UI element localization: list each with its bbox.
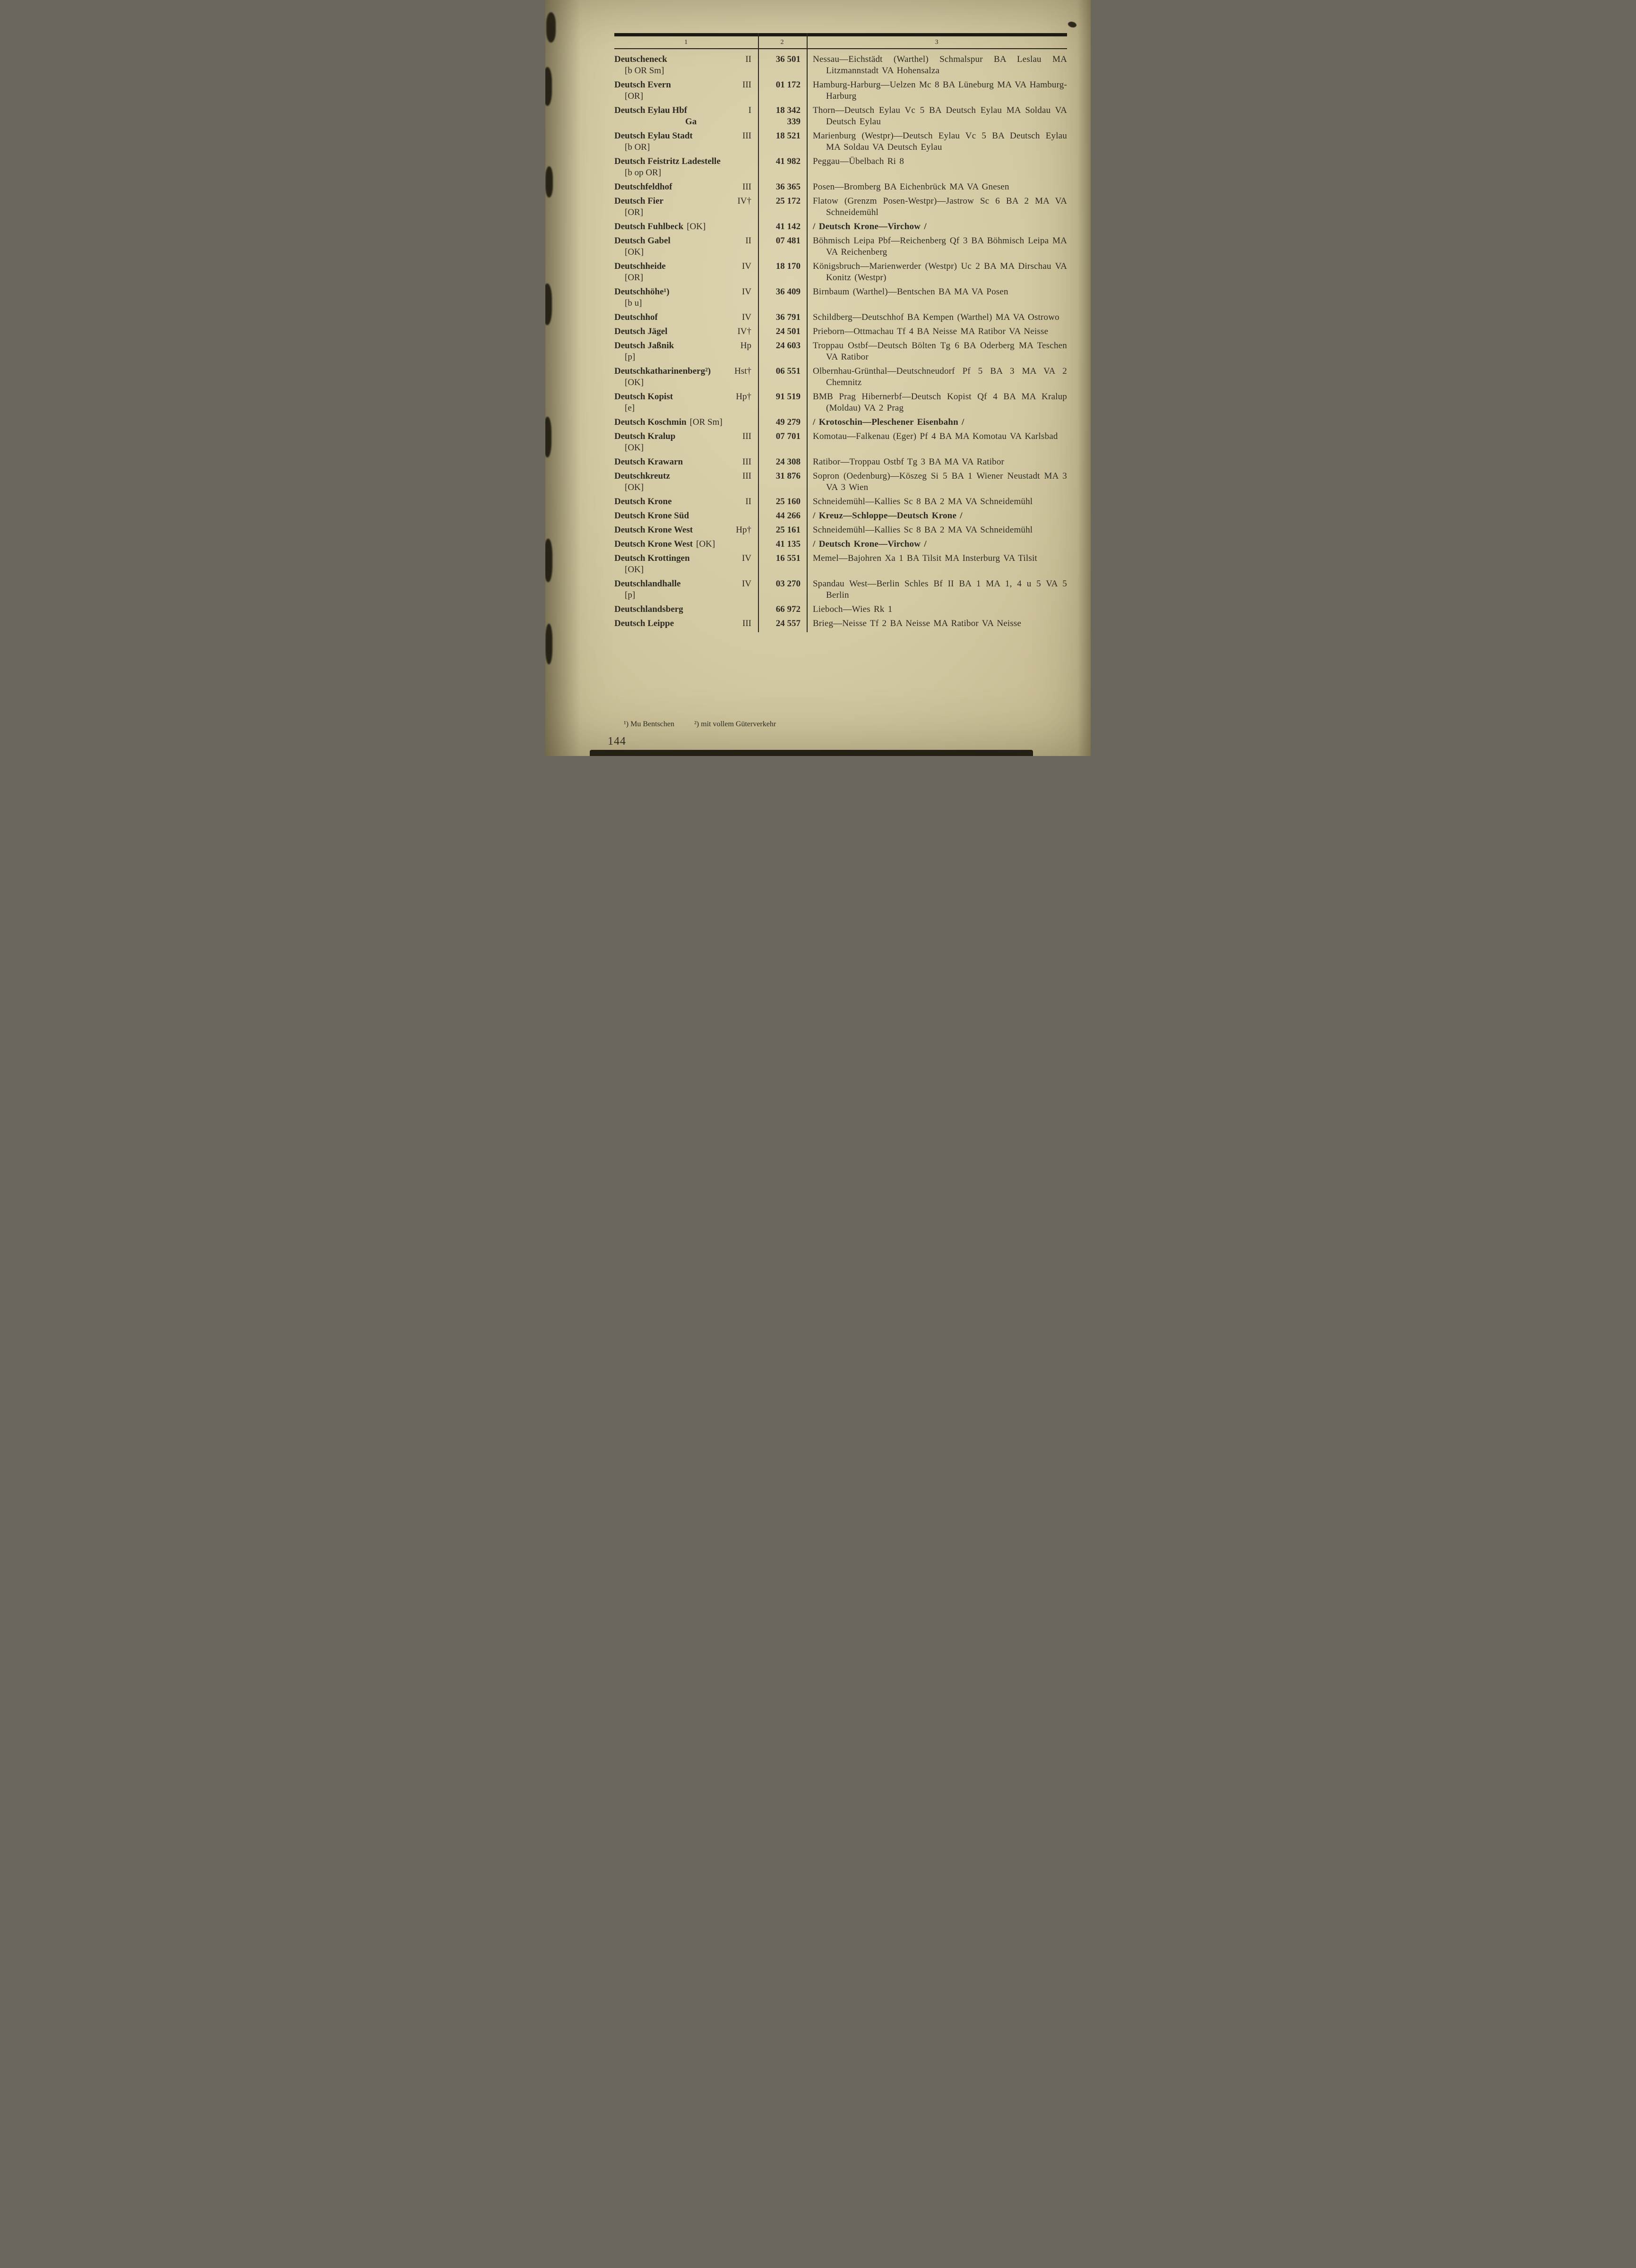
number-cell bbox=[758, 496, 807, 507]
station-number: 41 135 bbox=[775, 539, 801, 549]
route-info: Ratibor—Troppau Ostbf Tg 3 BA MA VA Ratibor bbox=[813, 457, 1005, 467]
route-info: Brieg—Neisse Tf 2 BA Neisse MA Ratibor VA Neisse bbox=[813, 619, 1022, 628]
route-info: Schneidemühl—Kallies Sc 8 BA 2 MA VA Schneidemühl bbox=[813, 525, 1033, 535]
route-info: / Krotoschin—Pleschener Eisenbahn / bbox=[813, 417, 964, 427]
route-info: Flatow (Grenzm Posen-Westpr)—Jastrow Sc 6 BA 2 MA VA Schneidemühl bbox=[813, 196, 1067, 217]
route-cell bbox=[807, 604, 1067, 615]
route-cell bbox=[807, 456, 1067, 468]
route-cell bbox=[807, 417, 1067, 428]
station-class: II bbox=[745, 54, 751, 64]
table-row bbox=[614, 221, 1067, 232]
column-header-1: 1 bbox=[684, 39, 688, 46]
station-cell bbox=[614, 312, 758, 323]
footnote-2: ²) mit vollem Güterverkehr bbox=[694, 720, 776, 728]
station-remarks: [OR] bbox=[625, 273, 644, 283]
station-cell bbox=[614, 156, 758, 179]
table-row bbox=[614, 54, 1067, 77]
station-name-line bbox=[614, 539, 751, 550]
station-remarks: [p] bbox=[625, 590, 636, 600]
route-info: / Kreuz—Schloppe—Deutsch Krone / bbox=[813, 511, 963, 521]
station-name: Deutsch Krone bbox=[614, 497, 672, 507]
station-cell bbox=[614, 105, 758, 128]
route-cell bbox=[807, 578, 1067, 601]
station-class: II bbox=[745, 497, 751, 507]
route-cell bbox=[807, 130, 1067, 153]
route-cell bbox=[807, 553, 1067, 576]
station-remarks: [OR] bbox=[625, 91, 644, 101]
station-number: 25 160 bbox=[775, 497, 801, 507]
number-cell bbox=[758, 130, 807, 153]
number-cell bbox=[758, 524, 807, 536]
station-remarks: [p] bbox=[625, 352, 636, 362]
station-name-line bbox=[614, 578, 751, 590]
route-info: Memel—Bajohren Xa 1 BA Tilsit MA Insterburg VA Tilsit bbox=[813, 553, 1037, 563]
station-name-line bbox=[614, 156, 751, 167]
station-table-body bbox=[614, 49, 1067, 629]
route-info: / Deutsch Krone—Virchow / bbox=[813, 539, 927, 549]
table-row bbox=[614, 391, 1067, 414]
station-cell bbox=[614, 340, 758, 363]
route-cell bbox=[807, 286, 1067, 309]
column-header-2: 2 bbox=[780, 39, 784, 46]
station-name-line bbox=[614, 181, 751, 193]
route-info: Nessau—Eichstädt (Warthel) Schmalspur BA Leslau MA Litzmannstadt VA Hohensalza bbox=[813, 54, 1067, 76]
route-info: Troppau Ostbf—Deutsch Bölten Tg 6 BA Oderberg MA Teschen VA Ratibor bbox=[813, 341, 1067, 362]
station-number: 06 551 bbox=[775, 366, 801, 376]
station-name-remark: [OR Sm] bbox=[689, 417, 723, 427]
table-row bbox=[614, 261, 1067, 284]
station-class: III bbox=[742, 131, 751, 141]
station-remarks: [b op OR] bbox=[625, 168, 662, 178]
route-cell bbox=[807, 431, 1067, 454]
binding-mark bbox=[545, 67, 552, 106]
station-name: Deutschfeldhof bbox=[614, 182, 672, 192]
route-info: BMB Prag Hibernerbf—Deutsch Kopist Qf 4 BA MA Kralup (Moldau) VA 2 Prag bbox=[813, 392, 1067, 413]
table-row bbox=[614, 105, 1067, 128]
route-cell bbox=[807, 181, 1067, 193]
number-cell bbox=[758, 539, 807, 550]
station-number: 36 365 bbox=[775, 182, 801, 192]
station-name: Deutsch Eylau Stadt bbox=[614, 131, 693, 141]
number-cell bbox=[758, 417, 807, 428]
station-class: II bbox=[745, 236, 751, 246]
station-number: 36 409 bbox=[775, 287, 801, 297]
table-row bbox=[614, 312, 1067, 323]
station-cell bbox=[614, 417, 758, 428]
station-name-line bbox=[614, 471, 751, 482]
table-row bbox=[614, 553, 1067, 576]
station-number: 36 501 bbox=[775, 54, 801, 64]
route-cell bbox=[807, 261, 1067, 284]
station-cell bbox=[614, 235, 758, 258]
table-row bbox=[614, 340, 1067, 363]
station-remarks: [b OR Sm] bbox=[625, 66, 664, 76]
station-name-line bbox=[614, 130, 751, 142]
table-row bbox=[614, 235, 1067, 258]
route-cell bbox=[807, 471, 1067, 493]
station-cell bbox=[614, 366, 758, 388]
station-remarks: [OK] bbox=[625, 247, 644, 257]
station-name-extra: Ga bbox=[685, 117, 697, 127]
route-cell bbox=[807, 366, 1067, 388]
station-name-remark: [OK] bbox=[687, 222, 706, 232]
number-cell bbox=[758, 181, 807, 193]
table-row bbox=[614, 79, 1067, 102]
table-row bbox=[614, 417, 1067, 428]
route-info: Prieborn—Ottmachau Tf 4 BA Neisse MA Ratibor VA Neisse bbox=[813, 326, 1049, 336]
station-class: III bbox=[742, 182, 751, 192]
station-class: IV bbox=[741, 312, 751, 322]
station-number: 24 603 bbox=[775, 341, 801, 351]
binding-mark bbox=[546, 12, 556, 43]
station-class: III bbox=[742, 431, 751, 441]
station-name: Deutschhof bbox=[614, 312, 658, 322]
station-cell bbox=[614, 326, 758, 337]
station-number: 91 519 bbox=[775, 392, 801, 402]
station-cell bbox=[614, 261, 758, 284]
station-class: IV bbox=[741, 287, 751, 297]
station-cell bbox=[614, 79, 758, 102]
binding-mark bbox=[545, 539, 552, 582]
station-cell bbox=[614, 618, 758, 629]
station-class: III bbox=[742, 471, 751, 481]
route-info: Marienburg (Westpr)—Deutsch Eylau Vc 5 BA Deutsch Eylau MA Soldau VA Deutsch Eylau bbox=[813, 131, 1067, 152]
station-name: Deutscheneck bbox=[614, 54, 667, 64]
station-cell bbox=[614, 553, 758, 576]
number-cell bbox=[758, 391, 807, 414]
route-cell bbox=[807, 340, 1067, 363]
station-cell bbox=[614, 456, 758, 468]
station-name: Deutsch Gabel bbox=[614, 236, 671, 246]
station-name: Deutschhöhe¹) bbox=[614, 287, 670, 297]
number-cell bbox=[758, 105, 807, 128]
table-row bbox=[614, 524, 1067, 536]
station-name-line bbox=[614, 618, 751, 629]
route-info: Posen—Bromberg BA Eichenbrück MA VA Gnesen bbox=[813, 182, 1009, 192]
station-name: Deutsch Leippe bbox=[614, 619, 674, 628]
station-cell bbox=[614, 54, 758, 77]
ink-smudge bbox=[1067, 20, 1077, 29]
station-number: 41 982 bbox=[775, 156, 801, 166]
table-row bbox=[614, 196, 1067, 218]
station-name-line bbox=[614, 510, 751, 522]
station-name-line bbox=[614, 391, 751, 403]
route-cell bbox=[807, 496, 1067, 507]
footnote-1: ¹) Mu Bentschen bbox=[624, 720, 674, 728]
station-number: 18 170 bbox=[775, 261, 801, 271]
station-number: 44 266 bbox=[775, 511, 801, 521]
page-edge-shadow bbox=[1077, 0, 1091, 756]
column-header-3: 3 bbox=[935, 39, 939, 46]
station-cell bbox=[614, 578, 758, 601]
station-number: 36 791 bbox=[775, 312, 801, 322]
station-cell bbox=[614, 524, 758, 536]
station-number: 07 701 bbox=[775, 431, 801, 441]
station-cell bbox=[614, 221, 758, 232]
table-row bbox=[614, 496, 1067, 507]
station-name-line bbox=[614, 235, 751, 247]
station-name: Deutsch Koschmin bbox=[614, 417, 687, 427]
table-row bbox=[614, 618, 1067, 629]
table-row bbox=[614, 431, 1067, 454]
footnotes bbox=[624, 720, 776, 729]
station-cell bbox=[614, 604, 758, 615]
station-number: 25 161 bbox=[775, 525, 801, 535]
route-cell bbox=[807, 312, 1067, 323]
station-class: IV bbox=[741, 261, 751, 271]
station-class: IV† bbox=[737, 326, 751, 336]
table-row bbox=[614, 471, 1067, 493]
route-cell bbox=[807, 618, 1067, 629]
station-name-line bbox=[614, 496, 751, 507]
station-class: Hst† bbox=[734, 366, 751, 376]
number-cell bbox=[758, 54, 807, 77]
scanned-page bbox=[545, 0, 1091, 756]
number-cell bbox=[758, 221, 807, 232]
number-cell bbox=[758, 261, 807, 284]
station-class: IV bbox=[741, 553, 751, 563]
table-row bbox=[614, 326, 1067, 337]
station-cell bbox=[614, 496, 758, 507]
route-info: Hamburg-Harburg—Uelzen Mc 8 BA Lüneburg MA VA Hamburg-Harburg bbox=[813, 80, 1067, 101]
number-cell bbox=[758, 578, 807, 601]
station-number-extra: 339 bbox=[787, 117, 801, 127]
route-info: Schildberg—Deutschhof BA Kempen (Warthel) MA VA Ostrowo bbox=[813, 312, 1059, 322]
station-number: 66 972 bbox=[775, 604, 801, 614]
number-cell bbox=[758, 79, 807, 102]
station-number: 07 481 bbox=[775, 236, 801, 246]
route-cell bbox=[807, 539, 1067, 550]
station-class: III bbox=[742, 619, 751, 628]
table-row bbox=[614, 456, 1067, 468]
station-number: 01 172 bbox=[775, 80, 801, 90]
station-name: Deutsch Eylau Hbf bbox=[614, 105, 688, 115]
number-cell bbox=[758, 340, 807, 363]
station-name-line bbox=[614, 326, 751, 337]
number-cell bbox=[758, 431, 807, 454]
route-info: Schneidemühl—Kallies Sc 8 BA 2 MA VA Schneidemühl bbox=[813, 497, 1033, 507]
route-info: Sopron (Oedenburg)—Köszeg Si 5 BA 1 Wiener Neustadt MA 3 VA 3 Wien bbox=[813, 471, 1067, 492]
station-number: 24 501 bbox=[775, 326, 801, 336]
station-number: 31 876 bbox=[775, 471, 801, 481]
route-cell bbox=[807, 79, 1067, 102]
table-row bbox=[614, 539, 1067, 550]
station-remarks: [OK] bbox=[625, 565, 644, 575]
station-class: I bbox=[748, 105, 751, 115]
station-cell bbox=[614, 196, 758, 218]
binding-mark bbox=[545, 166, 553, 198]
station-name-line bbox=[614, 604, 751, 615]
number-cell bbox=[758, 553, 807, 576]
station-number: 18 342 bbox=[775, 105, 801, 115]
route-cell bbox=[807, 156, 1067, 179]
station-class: IV bbox=[741, 579, 751, 589]
route-info: Lieboch—Wies Rk 1 bbox=[813, 604, 893, 614]
station-name-remark: [OK] bbox=[696, 539, 715, 549]
station-name-line bbox=[614, 79, 751, 91]
route-cell bbox=[807, 235, 1067, 258]
number-cell bbox=[758, 510, 807, 522]
station-cell bbox=[614, 510, 758, 522]
station-name-line bbox=[614, 366, 751, 377]
station-class: III bbox=[742, 457, 751, 467]
route-info: Spandau West—Berlin Schles Bf II BA 1 MA 1, 4 u 5 VA 5 Berlin bbox=[813, 579, 1067, 600]
binding-mark bbox=[545, 284, 552, 325]
station-class: Hp† bbox=[736, 525, 751, 535]
station-number: 16 551 bbox=[775, 553, 801, 563]
number-cell bbox=[758, 235, 807, 258]
route-cell bbox=[807, 391, 1067, 414]
station-number: 24 308 bbox=[775, 457, 801, 467]
number-cell bbox=[758, 604, 807, 615]
route-info: Olbernhau-Grünthal—Deutschneudorf Pf 5 BA 3 MA VA 2 Chemnitz bbox=[813, 366, 1067, 387]
station-number: 49 279 bbox=[775, 417, 801, 427]
station-name: Deutschlandhalle bbox=[614, 579, 681, 589]
route-info: Böhmisch Leipa Pbf—Reichenberg Qf 3 BA Böhmisch Leipa MA VA Reichenberg bbox=[813, 236, 1067, 257]
station-number: 41 142 bbox=[775, 222, 801, 232]
route-cell bbox=[807, 105, 1067, 128]
station-cell bbox=[614, 391, 758, 414]
route-info: / Deutsch Krone—Virchow / bbox=[813, 222, 927, 232]
number-cell bbox=[758, 196, 807, 218]
table-row bbox=[614, 510, 1067, 522]
route-cell bbox=[807, 524, 1067, 536]
station-name-line bbox=[614, 105, 751, 116]
station-class: Hp bbox=[740, 341, 751, 351]
station-cell bbox=[614, 286, 758, 309]
route-cell bbox=[807, 196, 1067, 218]
page-number: 144 bbox=[608, 735, 626, 747]
number-cell bbox=[758, 326, 807, 337]
station-remarks: [b OR] bbox=[625, 142, 650, 152]
table-row bbox=[614, 130, 1067, 153]
station-remarks: [e] bbox=[625, 403, 635, 413]
station-number: 25 172 bbox=[775, 196, 801, 206]
route-cell bbox=[807, 221, 1067, 232]
number-cell bbox=[758, 471, 807, 493]
station-cell bbox=[614, 539, 758, 550]
station-name-line bbox=[614, 524, 751, 536]
station-cell bbox=[614, 181, 758, 193]
station-name: Deutsch Feistritz Ladestelle bbox=[614, 156, 721, 166]
station-cell bbox=[614, 471, 758, 493]
station-name: Deutsch Kopist bbox=[614, 392, 673, 402]
binding-mark bbox=[545, 624, 552, 664]
station-name: Deutsch Krone Süd bbox=[614, 511, 689, 521]
binding-mark bbox=[545, 417, 551, 457]
table-row bbox=[614, 181, 1067, 193]
station-name: Deutsch Jägel bbox=[614, 326, 668, 336]
station-name-line bbox=[614, 417, 751, 428]
route-info: Komotau—Falkenau (Eger) Pf 4 BA MA Komotau VA Karlsbad bbox=[813, 431, 1058, 441]
route-cell bbox=[807, 326, 1067, 337]
station-name: Deutschheide bbox=[614, 261, 666, 271]
station-name-line bbox=[614, 431, 751, 442]
table-row bbox=[614, 578, 1067, 601]
route-info: Birnbaum (Warthel)—Bentschen BA MA VA Posen bbox=[813, 287, 1008, 297]
station-number: 18 521 bbox=[775, 131, 801, 141]
station-number: 24 557 bbox=[775, 619, 801, 628]
number-cell bbox=[758, 456, 807, 468]
number-cell bbox=[758, 286, 807, 309]
table-row bbox=[614, 286, 1067, 309]
station-name: Deutsch Kralup bbox=[614, 431, 676, 441]
route-info: Thorn—Deutsch Eylau Vc 5 BA Deutsch Eylau MA Soldau VA Deutsch Eylau bbox=[813, 105, 1067, 127]
station-name: Deutsch Jaßnik bbox=[614, 341, 674, 351]
station-remarks: [OR] bbox=[625, 207, 644, 217]
station-name: Deutschkatharinenberg²) bbox=[614, 366, 711, 376]
station-name-line bbox=[614, 340, 751, 352]
table-row bbox=[614, 366, 1067, 388]
table-row bbox=[614, 156, 1067, 179]
route-cell bbox=[807, 54, 1067, 77]
station-name: Deutsch Krottingen bbox=[614, 553, 690, 563]
route-info: Peggau—Übelbach Ri 8 bbox=[813, 156, 904, 166]
table-header bbox=[614, 33, 1067, 49]
station-remarks: [OK] bbox=[625, 378, 644, 387]
station-name-line bbox=[614, 456, 751, 468]
station-name: Deutsch Evern bbox=[614, 80, 671, 90]
station-table bbox=[614, 33, 1067, 632]
station-name-line bbox=[614, 312, 751, 323]
station-name-line bbox=[614, 553, 751, 564]
station-name: Deutsch Krone West bbox=[614, 525, 693, 535]
station-class: Hp† bbox=[736, 392, 751, 402]
station-name: Deutsch Krone West bbox=[614, 539, 693, 549]
column-divider bbox=[758, 33, 759, 632]
route-cell bbox=[807, 510, 1067, 522]
station-name-line bbox=[614, 221, 751, 232]
station-remarks: [OK] bbox=[625, 443, 644, 453]
number-cell bbox=[758, 156, 807, 179]
station-class: III bbox=[742, 80, 751, 90]
number-cell bbox=[758, 618, 807, 629]
station-remarks: [OK] bbox=[625, 482, 644, 492]
next-page-edge bbox=[590, 750, 1033, 756]
station-name-line bbox=[614, 54, 751, 65]
station-name: Deutsch Krawarn bbox=[614, 457, 683, 467]
station-number: 03 270 bbox=[775, 579, 801, 589]
table-row bbox=[614, 604, 1067, 615]
route-info: Königsbruch—Marienwerder (Westpr) Uc 2 BA MA Dirschau VA Konitz (Westpr) bbox=[813, 261, 1067, 283]
station-name: Deutschkreutz bbox=[614, 471, 670, 481]
station-name-line bbox=[614, 261, 751, 272]
column-divider bbox=[807, 33, 808, 632]
number-cell bbox=[758, 312, 807, 323]
station-name-line bbox=[614, 196, 751, 207]
station-cell bbox=[614, 130, 758, 153]
station-name: Deutsch Fier bbox=[614, 196, 663, 206]
station-name: Deutschlandsberg bbox=[614, 604, 683, 614]
station-cell bbox=[614, 431, 758, 454]
number-cell bbox=[758, 366, 807, 388]
station-class: IV† bbox=[737, 196, 751, 206]
station-remarks: [b u] bbox=[625, 298, 642, 308]
station-name: Deutsch Fuhlbeck bbox=[614, 222, 684, 232]
station-name-line bbox=[614, 286, 751, 298]
